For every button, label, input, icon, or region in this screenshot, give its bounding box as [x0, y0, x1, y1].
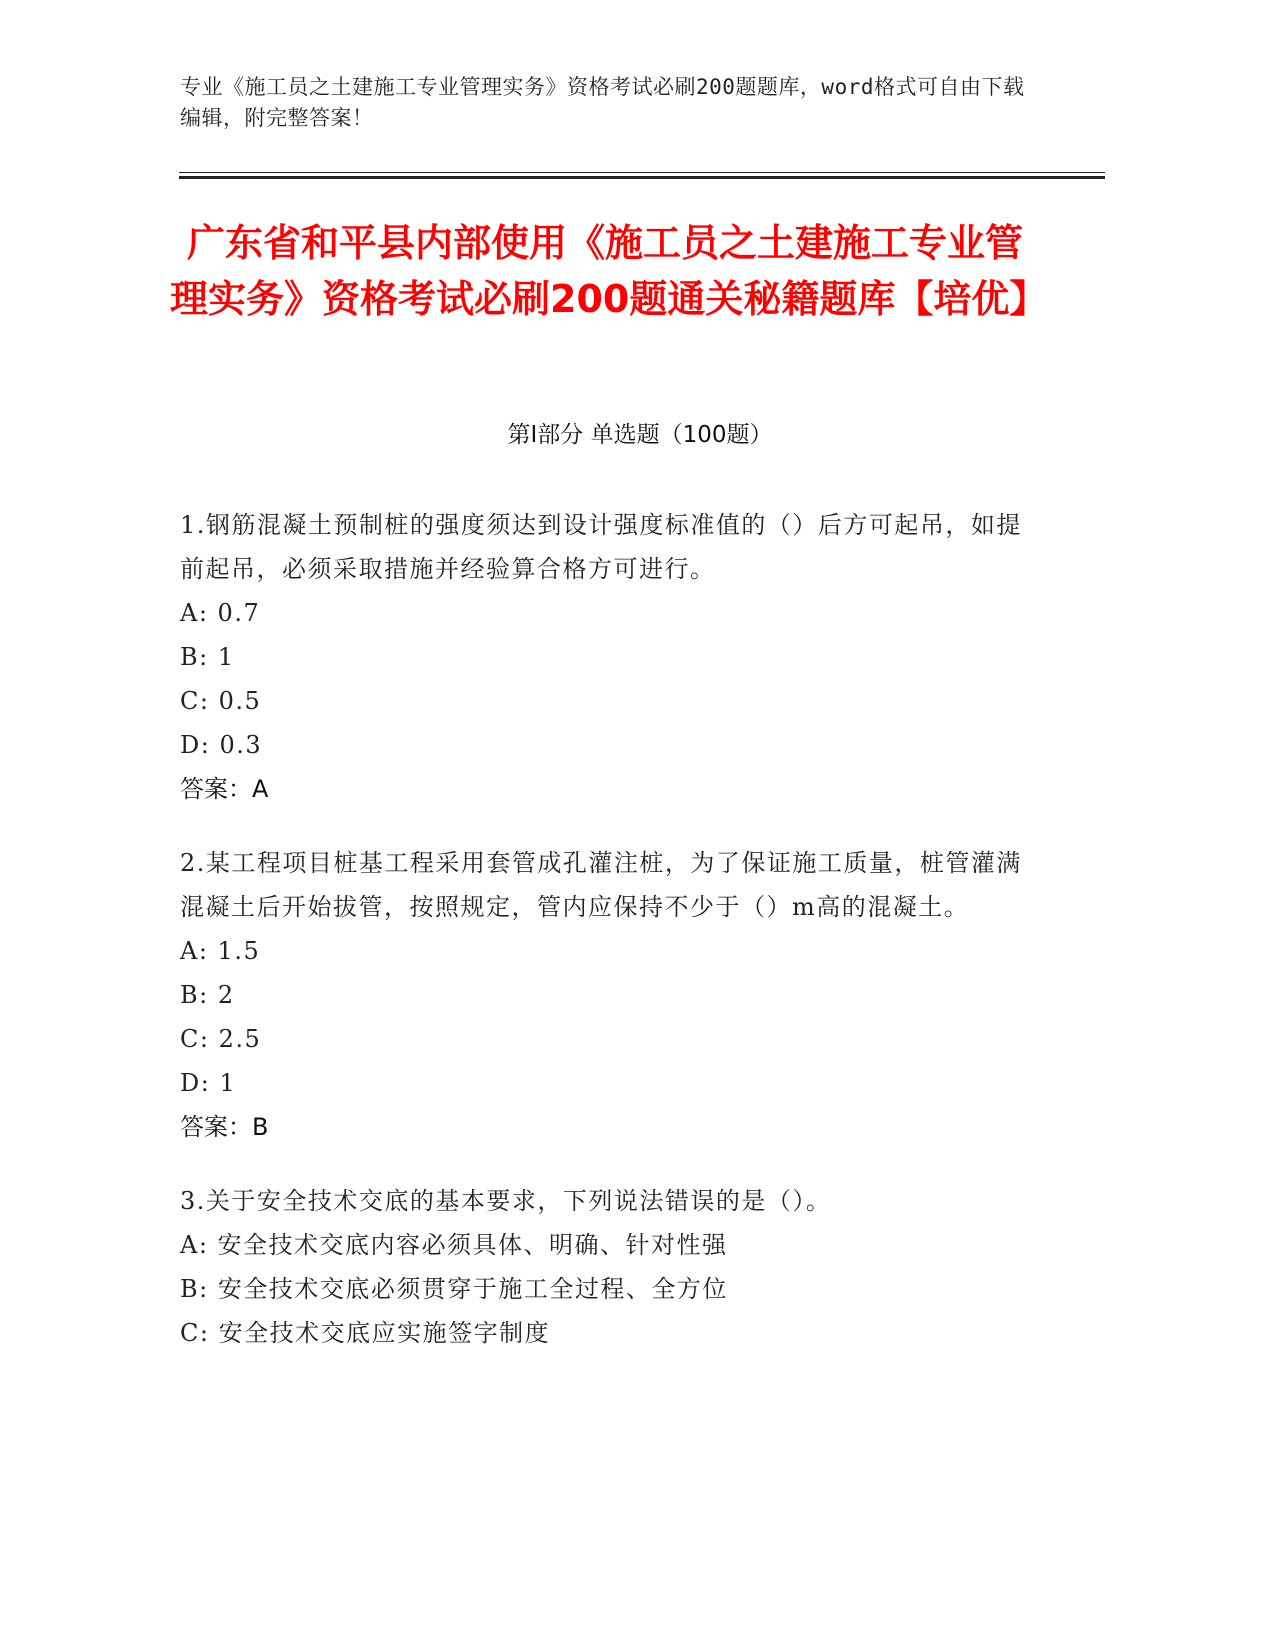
question-stem: 1.钢筋混凝土预制桩的强度须达到设计强度标准值的（）后方可起吊，如提前起吊，必须采取措施并经验算合格方可进行。 — [180, 511, 1022, 583]
question-stem: 3.关于安全技术交底的基本要求，下列说法错误的是（）。 — [180, 1187, 832, 1215]
question-item — [180, 841, 1040, 1149]
question-option: C: 2.5 — [180, 1025, 262, 1053]
question-stem: 2.某工程项目桩基工程采用套管成孔灌注桩，为了保证施工质量，桩管灌满混凝土后开始拔管，按照规定，管内应保持不少于（）m高的混凝土。 — [180, 849, 1022, 921]
header-divider-thick — [179, 176, 1105, 179]
section-title: 第I部分 单选题（100题） — [507, 422, 773, 448]
question-option: A: 安全技术交底内容必须具体、明确、针对性强 — [180, 1231, 728, 1259]
question-item — [180, 503, 1040, 811]
header-note: 专业《施工员之土建施工专业管理实务》资格考试必刷200题题库，word格式可自由下载编辑，附完整答案！ — [180, 75, 1025, 130]
question-option: C: 安全技术交底应实施签字制度 — [180, 1319, 551, 1347]
question-item — [180, 1179, 1040, 1355]
document-title: 广东省和平县内部使用《施工员之土建施工专业管理实务》资格考试必刷200题通关秘籍题库【培优】 — [170, 221, 1048, 321]
question-answer: 答案：B — [180, 1113, 269, 1141]
question-option: B: 安全技术交底必须贯穿于施工全过程、全方位 — [180, 1275, 728, 1303]
question-option: B: 1 — [180, 643, 235, 671]
question-option: B: 2 — [180, 981, 235, 1009]
question-option: A: 0.7 — [180, 599, 261, 627]
question-option: D: 0.3 — [180, 731, 263, 759]
header-divider-thin — [179, 172, 1105, 173]
question-option: D: 1 — [180, 1069, 237, 1097]
question-answer: 答案：A — [180, 775, 269, 803]
question-option: C: 0.5 — [180, 687, 262, 715]
question-option: A: 1.5 — [180, 937, 261, 965]
question-list — [180, 503, 1040, 1385]
